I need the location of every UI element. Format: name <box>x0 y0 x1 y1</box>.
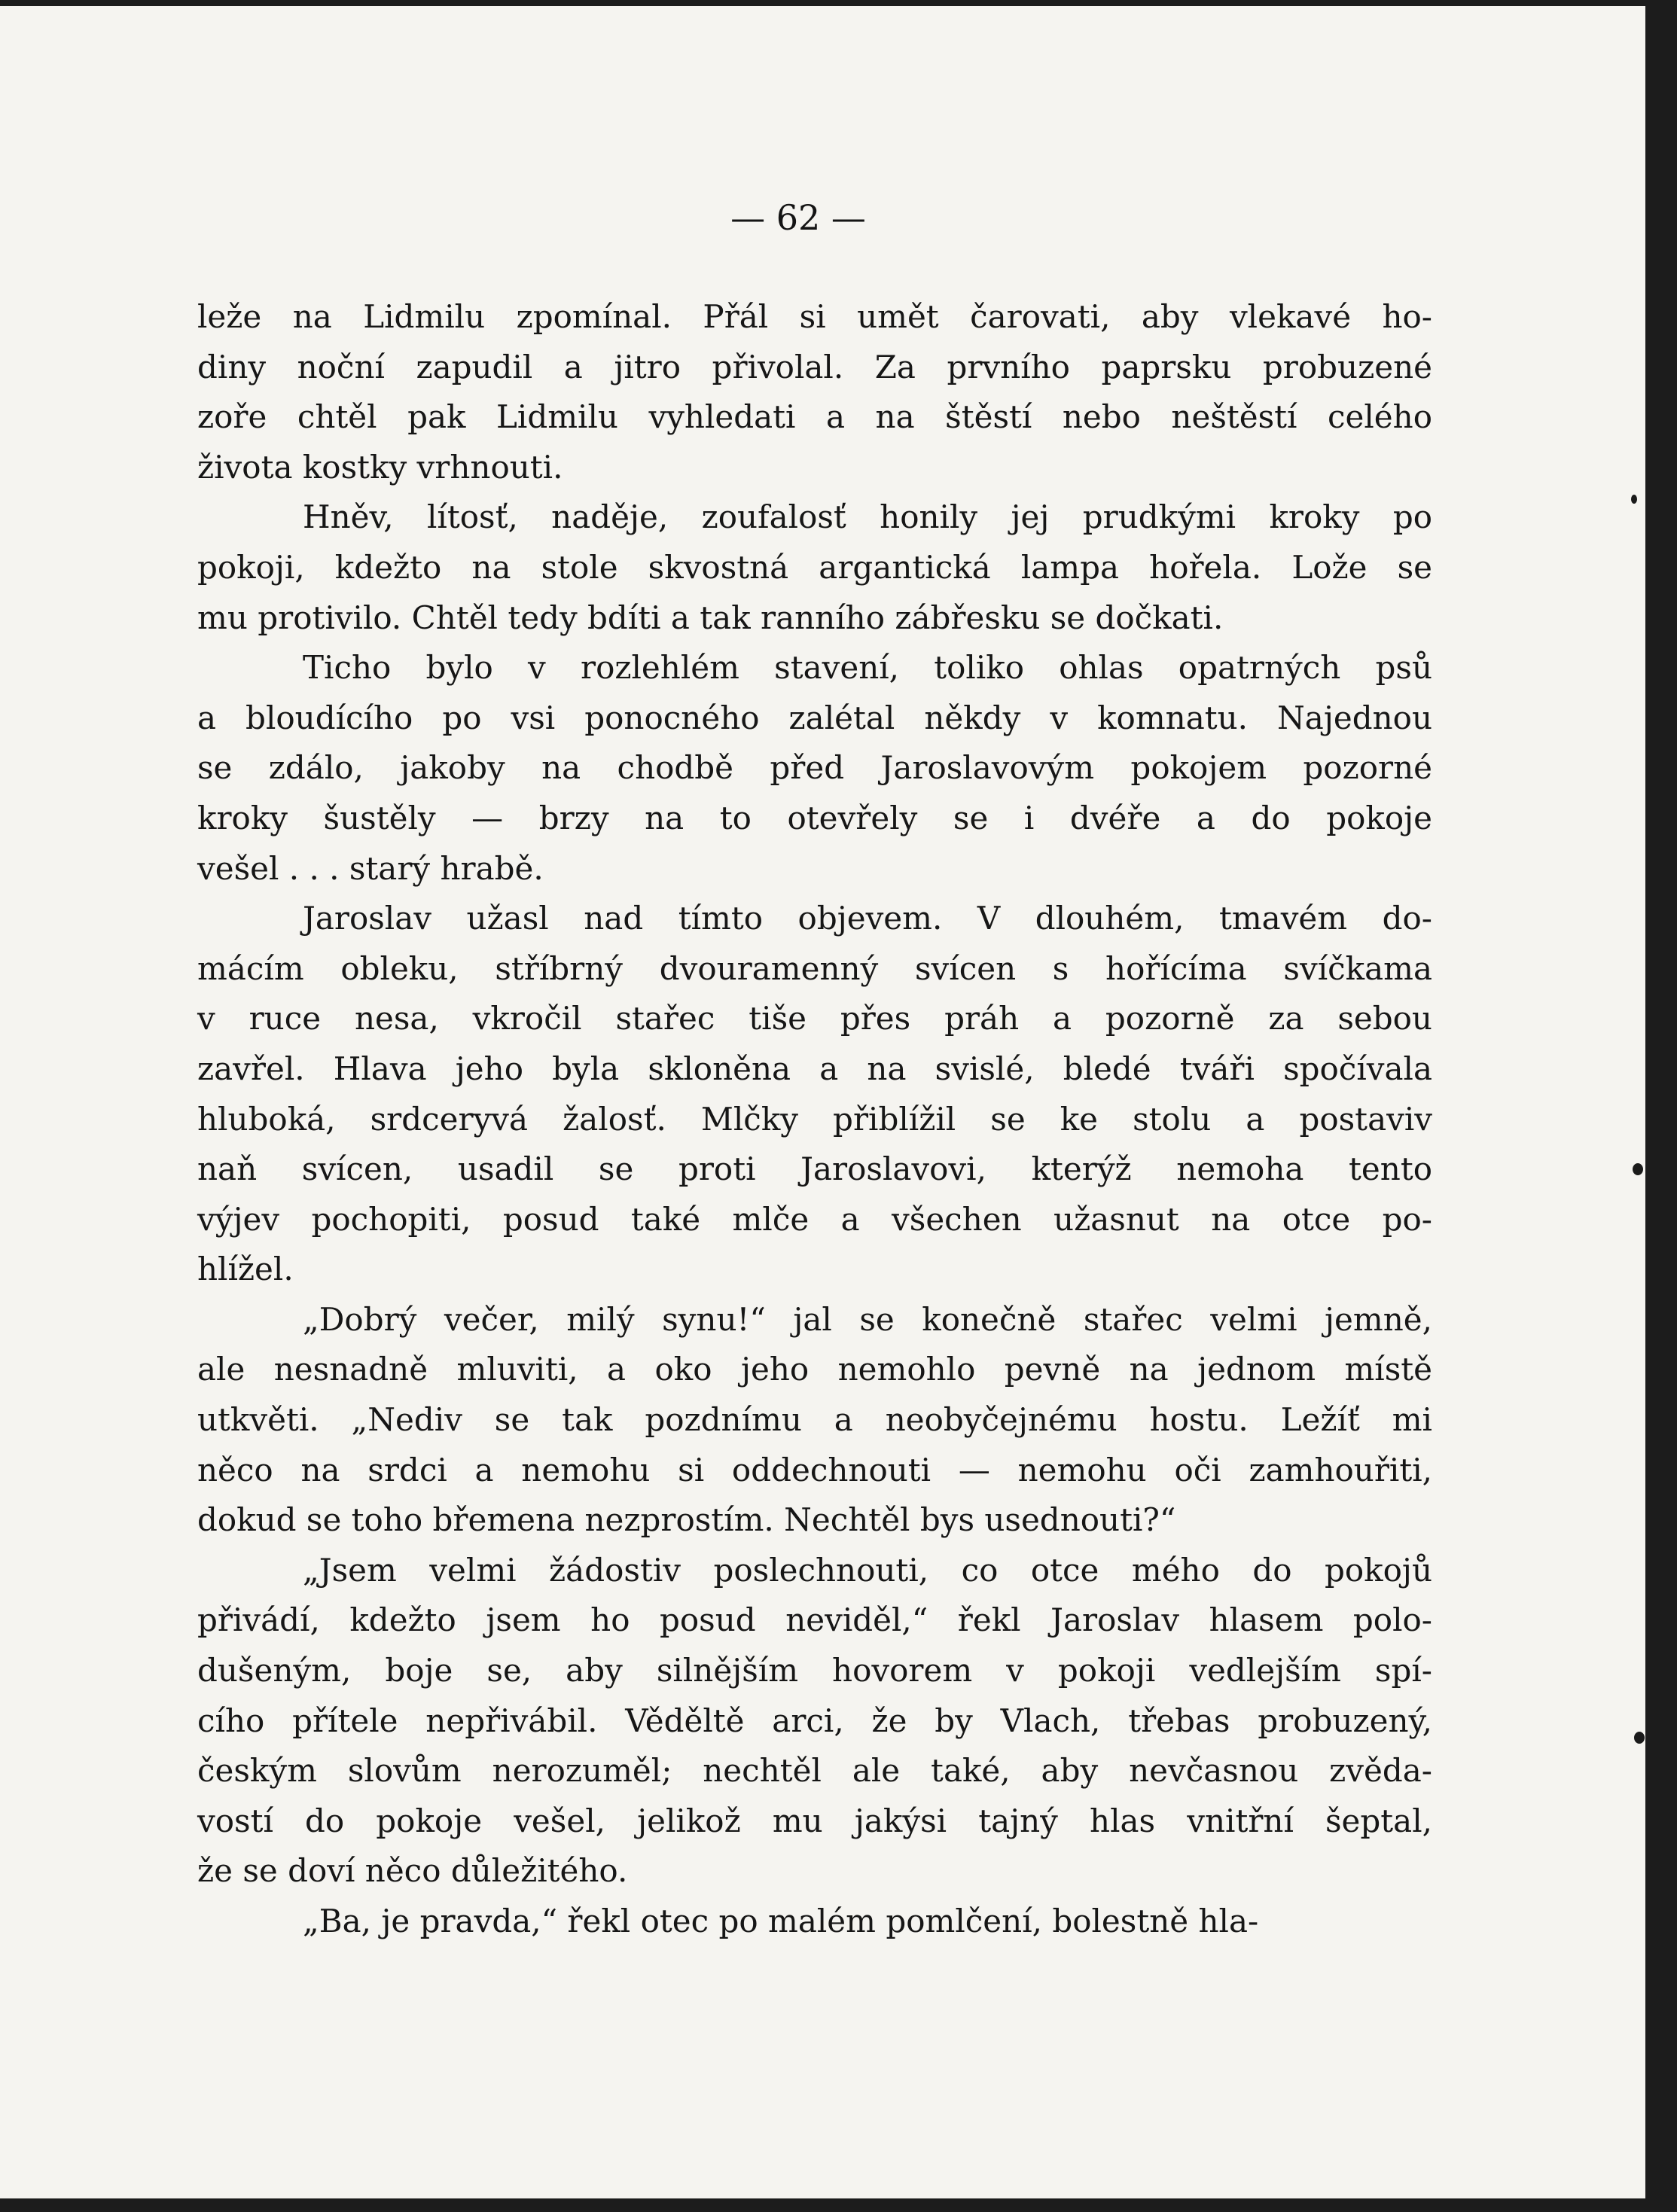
text-line: mácím obleku, stříbrný dvouramenný svícen s hořícíma svíčkama <box>197 949 1432 987</box>
text-line: přivádí, kdežto jsem ho posud neviděl,“ řekl Jaroslav hlasem polo- <box>197 1601 1432 1639</box>
scan-edge-top <box>0 0 1677 6</box>
paragraph <box>197 643 1432 894</box>
text-line: zoře chtěl pak Lidmilu vyhledati a na štěstí nebo neštěstí celého <box>197 398 1432 436</box>
text-line: něco na srdci a nemohu si oddechnouti — nemohu oči zamhouřiti, <box>197 1451 1432 1488</box>
paragraph <box>197 1546 1432 1897</box>
paragraph <box>197 1295 1432 1546</box>
text-line: dokud se toho břemena nezprostím. Nechtěl bys usednouti?“ <box>197 1501 1176 1539</box>
text-line: ale nesnadně mluviti, a oko jeho nemohlo pevně na jednom místě <box>197 1351 1432 1388</box>
text-line: výjev pochopiti, posud také mlče a všechen užasnut na otce po- <box>197 1200 1432 1238</box>
text-line: vostí do pokoje vešel, jelikož mu jakýsi tajný hlas vnitřní šeptal, <box>197 1802 1432 1839</box>
text-line: se zdálo, jakoby na chodbě před Jaroslavovým pokojem pozorné <box>197 749 1432 787</box>
margin-speck-3 <box>1634 1732 1645 1744</box>
text-line: hlížel. <box>197 1251 294 1288</box>
text-line: v ruce nesa, vkročil stařec tiše přes práh a pozorně za sebou <box>197 1000 1432 1037</box>
text-line: Ticho bylo v rozlehlém stavení, toliko ohlas opatrných psů <box>303 649 1432 687</box>
scan-edge-bottom <box>0 2198 1677 2212</box>
paragraph <box>197 1897 1432 1947</box>
text-line: diny noční zapudil a jitro přivolal. Za prvního paprsku probuzené <box>197 348 1432 385</box>
text-line: hluboká, srdceryvá žalosť. Mlčky přiblížil se ke stolu a postaviv <box>197 1100 1432 1138</box>
text-line: mu protivilo. Chtěl tedy bdíti a tak ranního zábřesku se dočkati. <box>197 599 1224 636</box>
text-line: kroky šustěly — brzy na to otevřely se i dvéře a do pokoje <box>197 799 1432 836</box>
page-number: — 62 — <box>730 197 866 238</box>
text-line: „Dobrý večer, milý synu!“ jal se konečně stařec velmi jemně, <box>303 1300 1432 1338</box>
margin-speck-1 <box>1631 495 1637 504</box>
text-line: naň svícen, usadil se proti Jaroslavovi, kterýž nemoha tento <box>197 1150 1432 1188</box>
paragraph <box>197 894 1432 1295</box>
text-line: života kostky vrhnouti. <box>197 448 563 486</box>
body-text <box>197 292 1432 1947</box>
text-line: utkvěti. „Nediv se tak pozdnímu a neobyčejnému hostu. Ležíť mi <box>197 1401 1432 1439</box>
text-line: „Ba, je pravda,“ řekl otec po malém pomlčení, bolestně hla- <box>303 1903 1259 1939</box>
margin-speck-2 <box>1633 1163 1643 1175</box>
text-line: vešel . . . starý hrabě. <box>197 849 544 887</box>
text-line: že se doví něco důležitého. <box>197 1852 628 1890</box>
paragraph <box>197 492 1432 643</box>
text-line: „Jsem velmi žádostiv poslechnouti, co otce mého do pokojů <box>303 1551 1432 1589</box>
text-line: a bloudícího po vsi ponocného zalétal někdy v komnatu. Najednou <box>197 699 1432 736</box>
text-line: leže na Lidmilu zpomínal. Přál si umět čarovati, aby vlekavé ho- <box>197 298 1432 335</box>
text-line: Jaroslav užasl nad tímto objevem. V dlouhém, tmavém do- <box>303 900 1432 937</box>
text-line: cího přítele nepřivábil. Věděltě arci, že by Vlach, třebas probuzený, <box>197 1702 1432 1739</box>
text-line: zavřel. Hlava jeho byla skloněna a na svislé, bledé tváři spočívala <box>197 1050 1432 1087</box>
text-line: pokoji, kdežto na stole skvostná argantická lampa hořela. Lože se <box>197 548 1432 586</box>
paragraph <box>197 292 1432 492</box>
text-line: českým slovům nerozuměl; nechtěl ale také, aby nevčasnou zvěda- <box>197 1752 1432 1790</box>
scan-edge-right <box>1645 0 1677 2212</box>
text-line: Hněv, lítosť, naděje, zoufalosť honily jej prudkými kroky po <box>303 498 1432 536</box>
text-line: dušeným, boje se, aby silnějším hovorem v pokoji vedlejším spí- <box>197 1652 1432 1689</box>
